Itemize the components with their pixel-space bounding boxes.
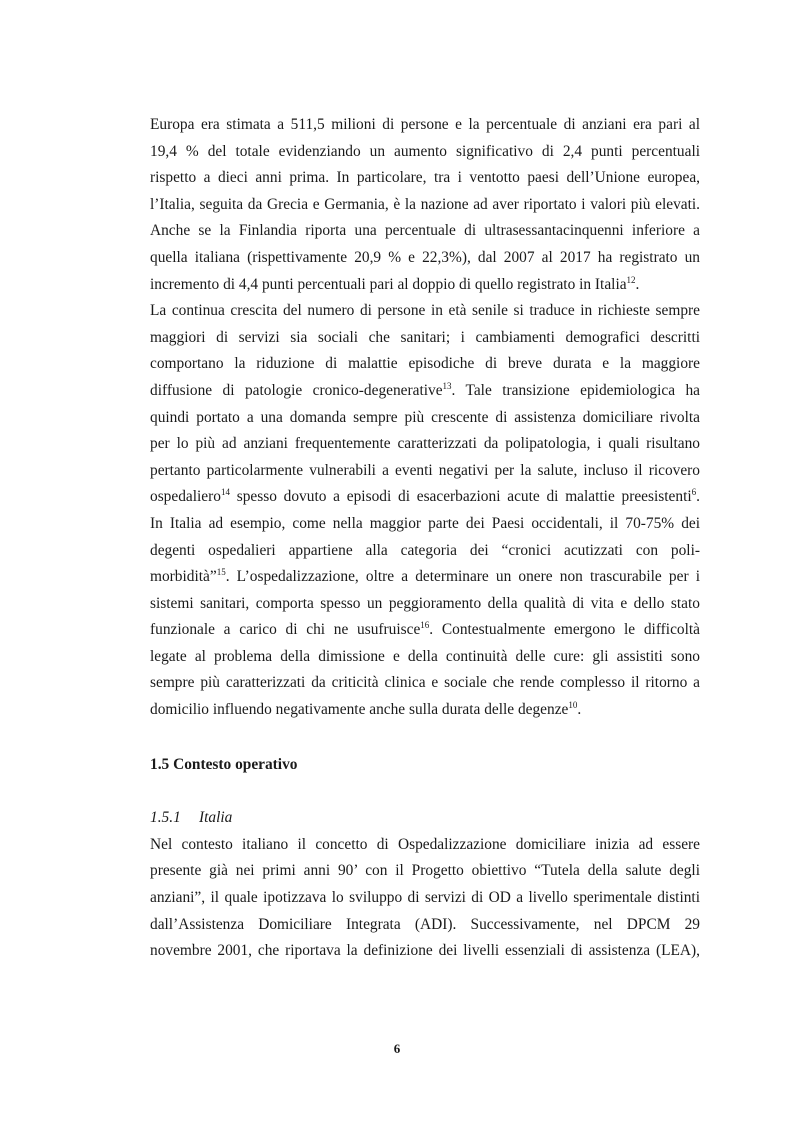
- subsection-heading: [150, 805, 700, 832]
- text-line: comportano la riduzione di malattie episodiche di breve durata e la maggiore: [150, 355, 700, 373]
- text-line: Anche se la Finlandia riporta una percentuale di ultrasessantacinquenni inferiore a: [150, 222, 700, 240]
- text-line: per lo più ad anziani frequentemente caratterizzati da polipatologia, i quali risultano: [150, 435, 700, 453]
- text-line: La continua crescita del numero di persone in età senile si traduce in richieste sempre: [150, 302, 700, 320]
- text-line: Nel contesto italiano il concetto di Ospedalizzazione domiciliare inizia ad essere: [150, 835, 700, 853]
- citation-ref: 12: [626, 274, 636, 285]
- text-line: rispetto a dieci anni prima. In particolare, tra i ventotto paesi dell’Unione europea,: [150, 169, 700, 187]
- text-line: [150, 617, 700, 644]
- text-line: [150, 564, 700, 591]
- text-line: legate al problema della dimissione e della continuità delle cure: gli assistiti sono: [150, 647, 700, 665]
- text-run: ospedaliero: [150, 488, 221, 506]
- text-run: . Tale transizione epidemiologica ha: [451, 381, 700, 399]
- text-line: sistemi sanitari, comporta spesso un peggioramento della qualità di vita e dello stato: [150, 594, 700, 612]
- subsection-title: Italia: [199, 809, 233, 827]
- text-run: spesso dovuto a episodi di esacerbazioni acute di malattie preesistenti: [229, 488, 692, 506]
- citation-ref: 14: [220, 487, 230, 498]
- citation-ref: 10: [568, 700, 578, 711]
- text-line: [150, 697, 700, 724]
- text-run: .: [696, 488, 700, 506]
- body-text: [150, 112, 700, 965]
- text-line: Europa era stimata a 511,5 milioni di persone e la percentuale di anziani era pari al: [150, 116, 700, 133]
- text-run: domicilio influendo negativamente anche sulla durata delle degenze: [150, 701, 569, 719]
- paragraph-3: [150, 511, 700, 724]
- text-line: quella italiana (rispettivamente 20,9 % e 22,3%), dal 2007 al 2017 ha registrato un: [150, 248, 700, 266]
- text-run: morbidità”: [150, 568, 217, 586]
- text-line: dall’Assistenza Domiciliare Integrata (ADI). Successivamente, nel DPCM 29: [150, 915, 700, 933]
- paragraph-4: [150, 832, 700, 965]
- text-line: pertanto particolarmente vulnerabili a eventi negativi per la salute, incluso il ricovero: [150, 461, 700, 479]
- text-line: anziani”, il quale ipotizzava lo sviluppo di servizi di OD a livello sperimentale distinti: [150, 889, 700, 907]
- text-line: [150, 484, 700, 511]
- text-line: l’Italia, seguita da Grecia e Germania, è la nazione ad aver riportato i valori più elevati.: [150, 195, 700, 213]
- text-line: In Italia ad esempio, come nella maggior parte dei Paesi occidentali, il 70-75% dei: [150, 514, 700, 532]
- text-line: [150, 272, 700, 299]
- paragraph-2: [150, 298, 700, 511]
- text-line: [150, 378, 700, 405]
- subsection-number: 1.5.1: [150, 809, 181, 827]
- text-line: 19,4 % del totale evidenziando un aumento significativo di 2,4 punti percentuali: [150, 142, 700, 160]
- text-line: quindi portato a una domanda sempre più crescente di assistenza domiciliare rivolta: [150, 408, 700, 426]
- section-heading: 1.5 Contesto operativo: [150, 755, 298, 773]
- text-run: incremento di 4,4 punti percentuali pari al doppio di quello registrato in Italia: [150, 275, 627, 293]
- paragraph-1: [150, 112, 700, 298]
- text-line: degenti ospedalieri appartiene alla categoria dei “cronici acutizzati con poli-: [150, 541, 700, 559]
- citation-ref: 16: [420, 620, 430, 631]
- text-line: presente già nei primi anni 90’ con il Progetto obiettivo “Tutela della salute degli: [150, 862, 700, 880]
- text-line: maggiori di servizi sia sociali che sanitari; i cambiamenti demografici descritti: [150, 328, 700, 346]
- text-run: funzionale a carico di chi ne usufruisce: [150, 621, 421, 639]
- text-line: novembre 2001, che riportava la definizione dei livelli essenziali di assistenza (LEA),: [150, 942, 700, 960]
- text-run: .: [577, 701, 582, 719]
- text-run: diffusione di patologie cronico-degenerative: [150, 381, 443, 399]
- text-run: . Contestualmente emergono le difficoltà: [429, 621, 700, 639]
- citation-ref: 13: [442, 380, 452, 391]
- page-number: 6: [393, 1041, 401, 1056]
- text-line: sempre più caratterizzati da criticità clinica e sociale che rende complesso il ritorno a: [150, 674, 700, 692]
- citation-ref: 15: [216, 567, 226, 578]
- text-run: . L’ospedalizzazione, oltre a determinare un onere non trascurabile per i: [225, 568, 700, 586]
- citation-ref: 6: [691, 487, 697, 498]
- text-run: .: [635, 275, 640, 293]
